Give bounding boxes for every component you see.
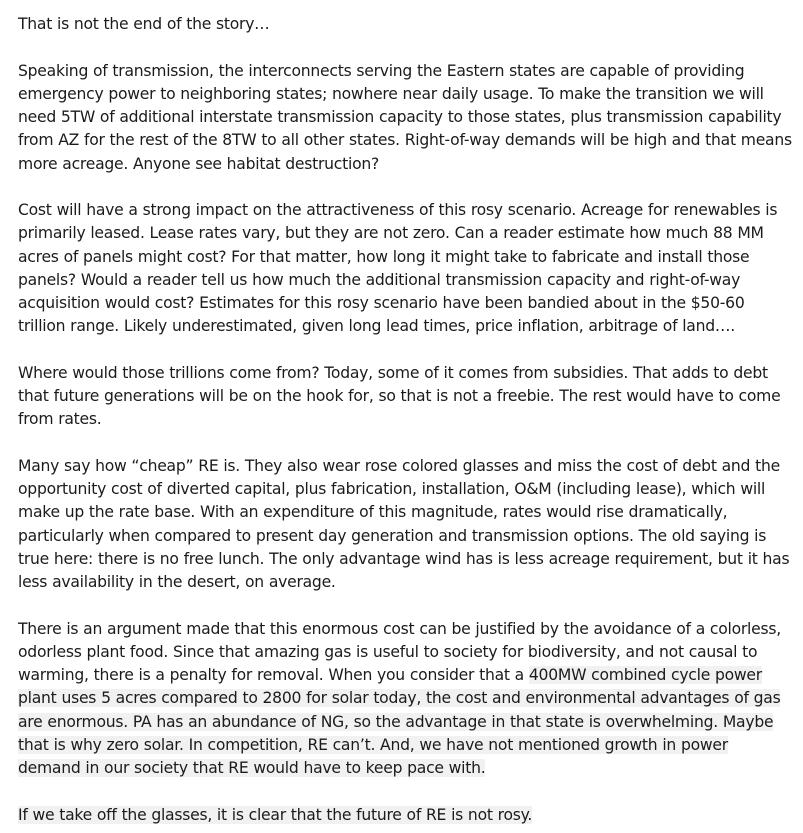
paragraph-funding: Where would those trillions come from? Today, some of it comes from subsidies. That adds to debt that future generations will be on the hook for, so that is not a freebie. The rest would have to come from rates. [18,363,781,429]
closing-text: If we take off the glasses, it is clear that the future of RE is not rosy. [18,805,533,824]
comment-body [18,13,793,827]
paragraph-argument [18,618,793,781]
argument-intro-text: There is an argument made that this enormous cost can be justified by the avoidance of a colorless, odorless plant food. Since that amazing gas is useful to society for biodiversity, and not causal to warming, there is a penalty for removal. When you consider that a [18,619,781,684]
paragraph-cost: Cost will have a strong impact on the attractiveness of this rosy scenario. Acreage for renewables is primarily leased. Lease rates vary, but they are not zero. Can a reader estimate how much 88 MM acres of panels might cost? For that matter, how long it might take to fabricate and install those panels? Would a reader tell us how much the additional transmission capacity and right-of-way acquisition would cost? Estimates for this rosy scenario have been bandied about in the $50-60 trillion range. Likely underestimated, given long lead times, price inflation, arbitrage of land…. [18,201,778,336]
paragraph-cheap-re: Many say how “cheap” RE is. They also wear rose colored glasses and miss the cost of debt and the opportunity cost of diverted capital, plus fabrication, installation, O&M (including lease), which will make up the rate base. With an expenditure of this magnitude, rates would rise dramatically, particularly when compared to present day generation and transmission options. The old saying is true here: there is no free lunch. The only advantage wind has is less acreage requirement, but it has less availability in the desert, on average. [18,456,790,591]
highlighted-text: 400MW combined cycle power plant uses 5 acres compared to 2800 for solar today, the cost and environmental advantages of gas are enormous. PA has an abundance of NG, so the advantage in that state is overwhelming. Maybe that is why zero solar. In competition, RE can’t. And, we have not mentioned growth in power demand in our society that RE would have to keep pace with. [18,666,781,777]
paragraph-transmission: Speaking of transmission, the interconnects serving the Eastern states are capable of providing emergency power to neighboring states; nowhere near daily usage. To make the transition we will need 5TW of additional interstate transmission capacity to those states, plus transmission capability from AZ for the rest of the 8TW to all other states. Right-of-way demands will be high and that means more acreage. Anyone see habitat destruction? [18,61,792,173]
paragraph-opening: That is not the end of the story… [18,15,270,33]
paragraph-closing [18,804,793,827]
